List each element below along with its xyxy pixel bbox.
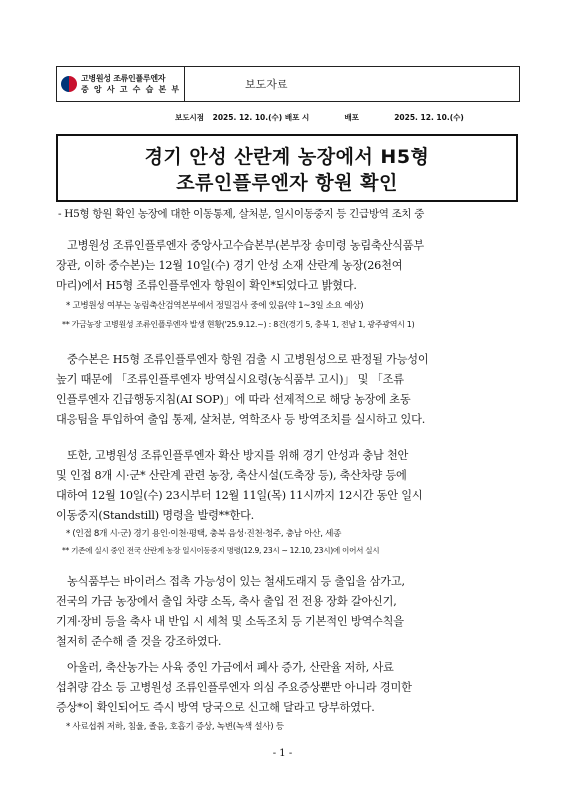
paragraph-line: 장관, 이하 중수본)는 12월 10일(수) 경기 안성 소재 산란계 농장(26천여 — [56, 259, 403, 272]
page-number: - 1 - — [272, 748, 293, 759]
release-date: 2025. 12. 10.(수) 배포 시 — [212, 113, 310, 122]
release-label: 보도시점 — [175, 113, 204, 122]
org-name-line2: 중 앙 사 고 수 습 본 부 — [81, 85, 181, 94]
paragraph-line: 인플루엔자 긴급행동지침(AI SOP)」에 따라 선제적으로 해당 농장에 초동 — [56, 393, 411, 406]
paragraph-2 — [56, 350, 518, 430]
subtitle: - H5형 항원 확인 농장에 대한 이동통제, 살처분, 일시이동중지 등 긴급방역 조치 중 — [58, 208, 425, 220]
paragraph-line: 고병원성 조류인플루엔자 중앙사고수습본부(본부장 송미령 농림축산식품부 — [56, 239, 425, 252]
footnote: * (인접 8개 시·군) 경기 용인·이천·평택, 충북 음성·진천·청주, 충남 아산, 세종 — [66, 529, 342, 539]
footnote: * 고병원성 여부는 농림축산검역본부에서 정밀검사 중에 있음(약 1~3일 소요 예상) — [66, 301, 364, 311]
distribution-date: 2025. 12. 10.(수) — [394, 113, 464, 122]
paragraph-line: 및 인접 8개 시·군* 산란계 관련 농장, 축산시설(도축장 등), 축산차량 등에 — [56, 469, 407, 482]
paragraph-line: 철저히 준수해 줄 것을 강조하였다. — [56, 635, 222, 648]
paragraph-line: 대응팀을 투입하여 출입 통제, 살처분, 역학조사 등 방역조치를 실시하고 있다. — [56, 413, 426, 426]
paragraph-line: 아울러, 축산농가는 사육 중인 가금에서 폐사 증가, 산란율 저하, 사료 — [56, 661, 394, 674]
paragraph-line: 중수본은 H5형 조류인플루엔자 항원 검출 시 고병원성으로 판정될 가능성이 — [56, 353, 429, 366]
paragraph-line: 전국의 가금 농장에서 출입 차량 소독, 축사 출입 전 전용 장화 갈아신기, — [56, 595, 397, 608]
org-logo — [57, 67, 185, 101]
paragraph-line: 마리)에서 H5형 조류인플루엔자 항원이 확인*되었다고 밝혔다. — [56, 279, 357, 292]
release-info — [175, 112, 535, 123]
header-box — [56, 66, 520, 102]
title-box — [56, 134, 518, 202]
paragraph-line: 이동중지(Standstill) 명령을 발령**한다. — [56, 509, 255, 522]
paragraph-line: 높기 때문에 「조류인플루엔자 방역실시요령(농식품부 고시)」 및 「조류 — [56, 373, 404, 386]
doc-type-label: 보도자료 — [245, 78, 288, 91]
footnote: ** 가금농장 고병원성 조류인플루엔자 발생 현황('25.9.12.~) : 8건(경기 5, 충북 1, 전남 1, 광주광역시 1) — [62, 320, 415, 329]
paragraph-line: 섭취량 감소 등 고병원성 조류인플루엔자 의심 주요증상뿐만 아니라 경미한 — [56, 681, 412, 694]
paragraph-1 — [56, 236, 518, 296]
paragraph-line: 대하여 12월 10일(수) 23시부터 12월 11일(목) 11시까지 12시간 동안 일시 — [56, 489, 423, 502]
paragraph-5 — [56, 658, 518, 718]
footnote: ** 기존에 실시 중인 전국 산란계 농장 일시이동중지 명령(12.9, 23시 ~ 12.10, 23시)에 이어서 실시 — [62, 546, 380, 555]
footnote: * 사료섭취 저하, 침울, 졸음, 호흡기 증상, 녹변(녹색 설사) 등 — [66, 722, 284, 732]
paragraph-4 — [56, 572, 518, 652]
paragraph-line: 증상*이 확인되어도 즉시 방역 당국으로 신고해 달라고 당부하였다. — [56, 701, 375, 714]
title-line-1: 경기 안성 산란계 농장에서 H5형 — [144, 146, 430, 168]
paragraph-line: 기계·장비 등을 축사 내 반입 시 세척 및 소독조치 등 기본적인 방역수칙을 — [56, 615, 404, 628]
paragraph-3 — [56, 446, 518, 526]
org-name-line1: 고병원성 조류인플루엔자 — [81, 74, 166, 83]
distribution-label: 배포 — [344, 113, 359, 122]
title-line-2: 조류인플루엔자 항원 확인 — [176, 172, 398, 194]
government-emblem-icon — [61, 76, 77, 92]
paragraph-line: 또한, 고병원성 조류인플루엔자 확산 방지를 위해 경기 안성과 충남 천안 — [56, 449, 409, 462]
paragraph-line: 농식품부는 바이러스 접촉 가능성이 있는 철새도래지 등 출입을 삼가고, — [56, 575, 405, 588]
